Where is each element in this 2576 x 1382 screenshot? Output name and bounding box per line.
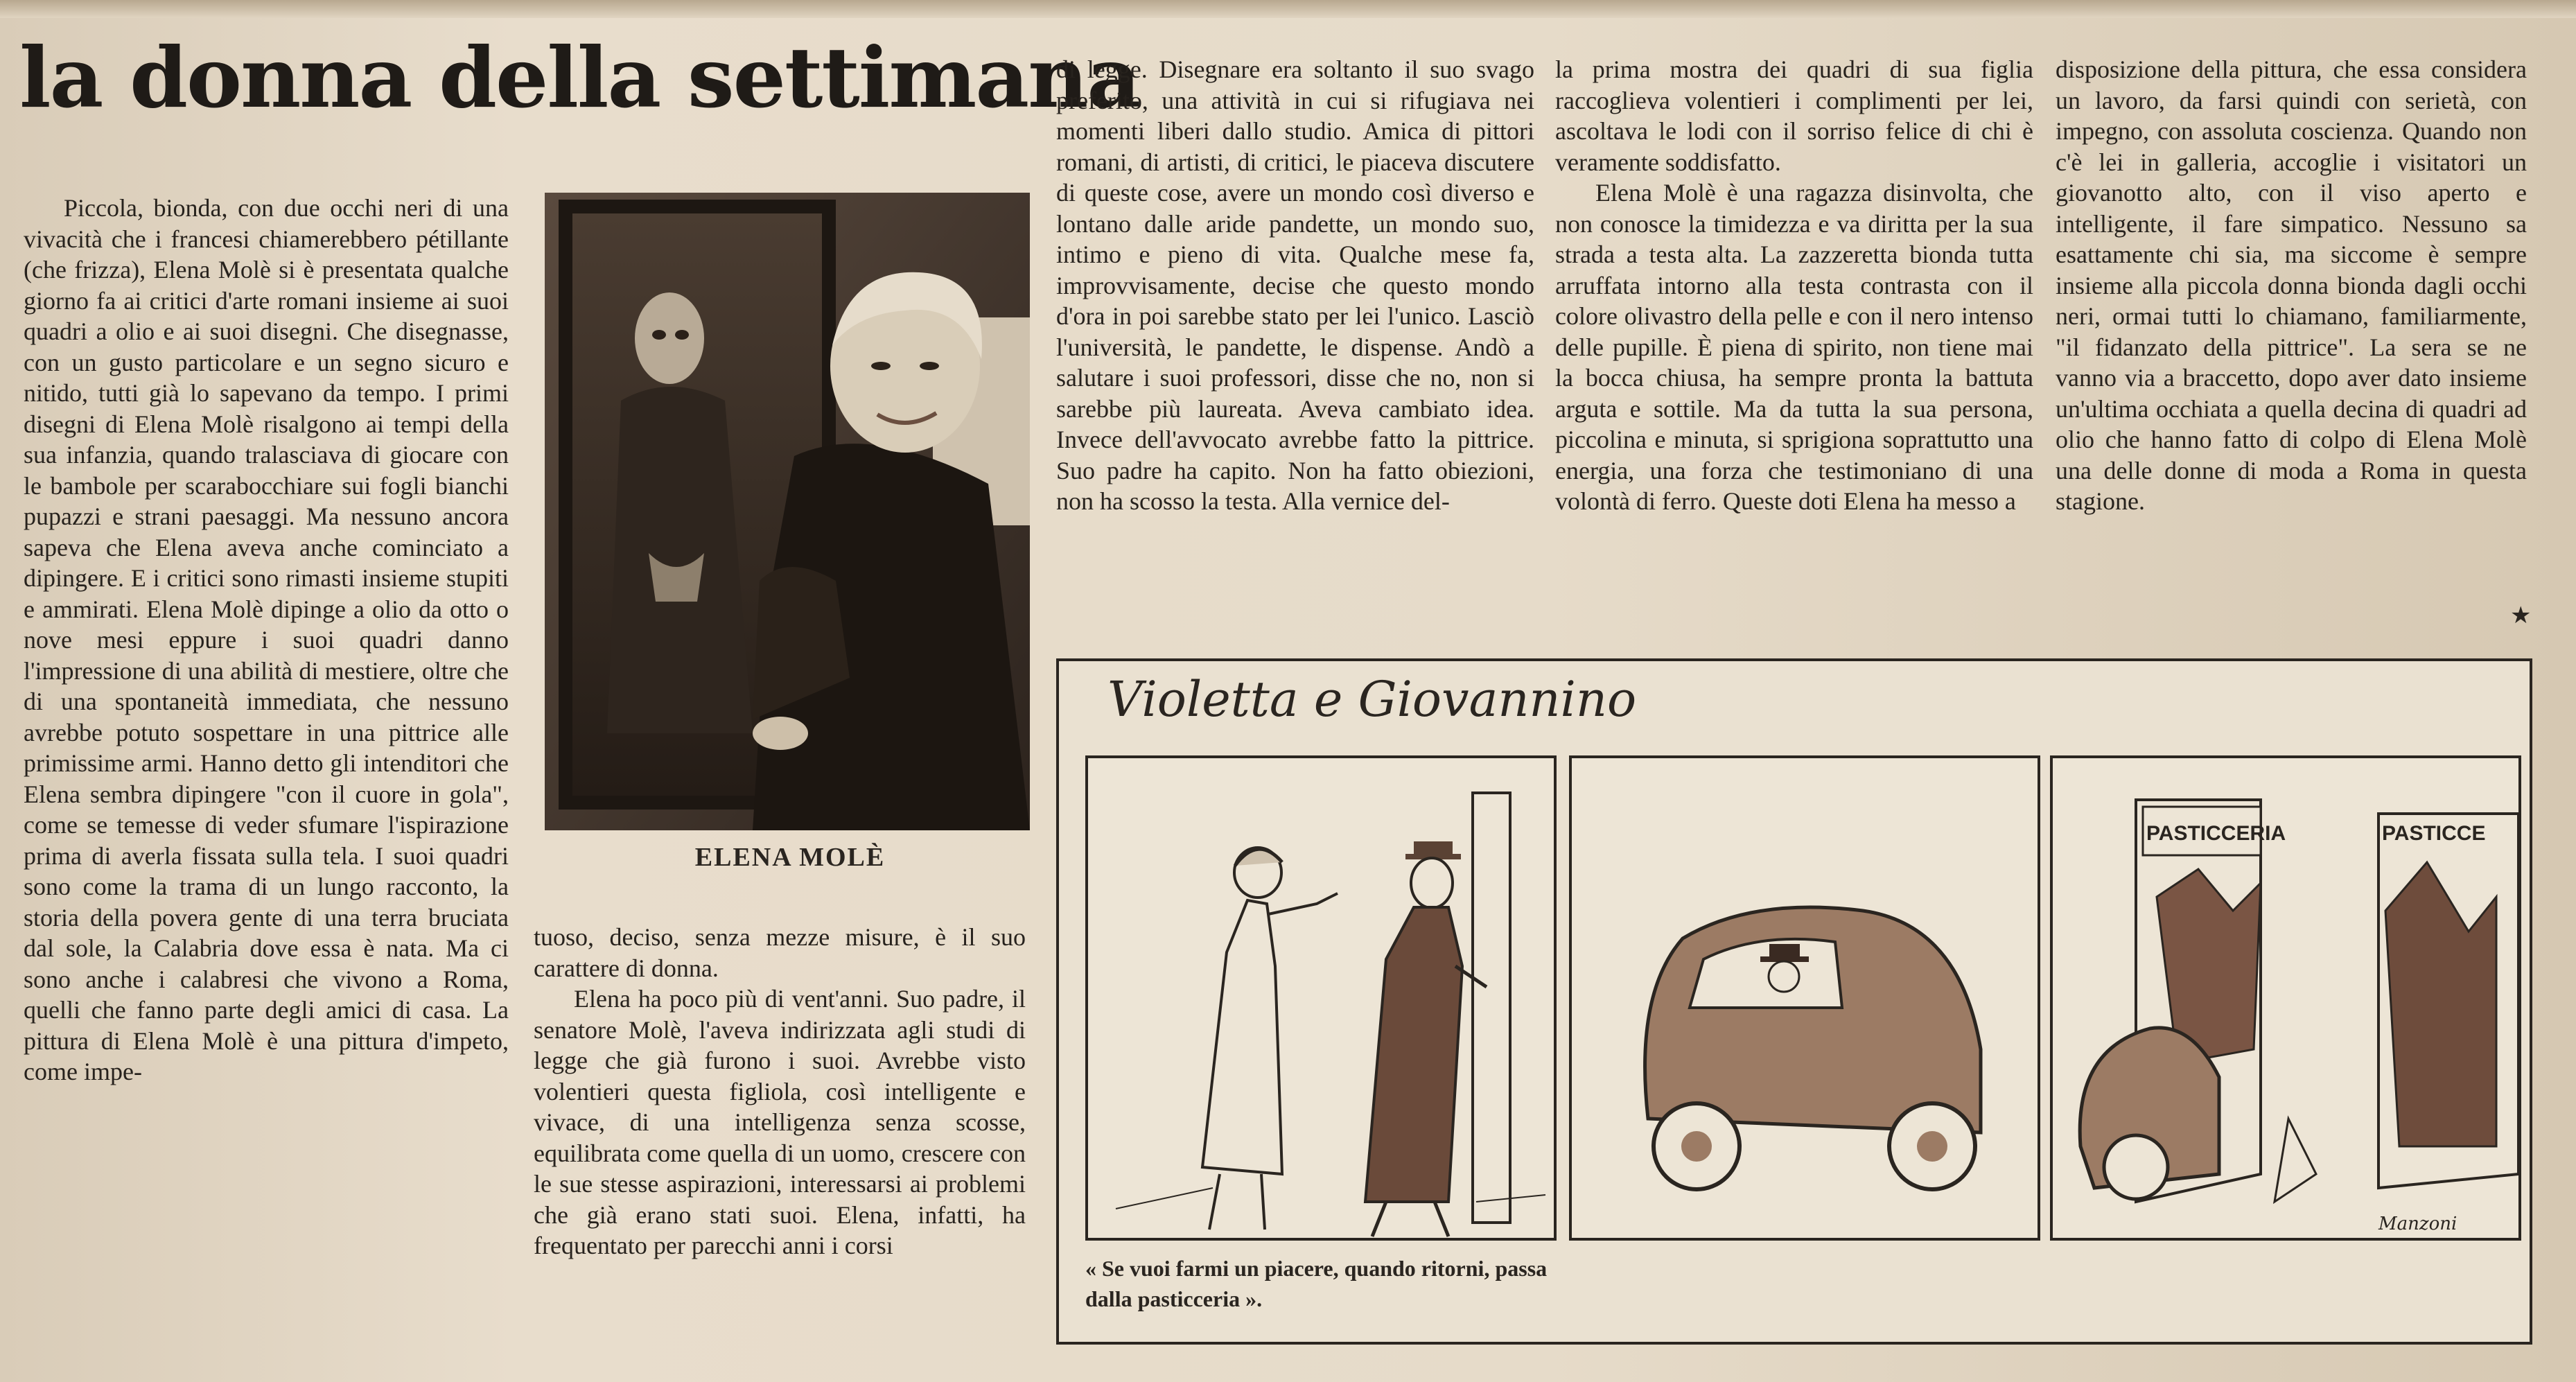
article-column-3 bbox=[1056, 54, 1534, 629]
article-column-4 bbox=[1555, 54, 2033, 629]
comic-title: Violetta e Giovannino bbox=[1107, 671, 1637, 728]
paragraph: tuoso, deciso, senza mezze misure, è il suo carattere di donna. bbox=[534, 923, 1026, 982]
paragraph: Piccola, bionda, con due occhi neri di una vivacità che i francesi chiamerebbero pétillante (che frizza), Elena Molè si è presentata qualche giorno fa ai critici d'arte romani insieme ai suoi quadri a olio e ai suoi disegni. Che disegnasse, con un gusto particolare e un segno sicuro e nitido, tutti già lo sapevano da tempo. I primi disegni di Elena Molè risalgono ai tempi della sua infanzia, quando tralasciava di giocare con le bambole per scarabocchiare sui fogli bianchi pupazzi e strani paesaggi. Ma nessuno ancora sapeva che Elena aveva anche cominciato a dipingere. E i critici sono rimasti insieme stupiti e ammirati. Elena Molè dipinge a olio da otto o nove mesi eppure i suoi quadri danno l'impressione di una abilità di mestiere, oltre che di una spontaneità immediata, che nessuno avrebbe potuto sospettare in una pittrice alle primissime armi. Hanno detto gli intenditori che Elena sembra dipingere "con il cuore in gola", come se temesse di veder sfumare l'ispirazione prima di averla fissata sulla tela. I suoi quadri sono come la trama di un lungo racconto, la storia della povera gente di una terra bruciata dal sole, la Calabria dove essa è nata. Ma ci sono anche i calabresi che vivono a Roma, quelli che fanno parte degli amici di casa. La pittura di Elena Molè è una pittura d'impeto, come impe- bbox=[24, 194, 509, 1085]
bakery-sign-2: PASTICCE bbox=[2382, 822, 2486, 845]
comic-caption: « Se vuoi farmi un piacere, quando ritorni, passa dalla pasticceria ». bbox=[1085, 1256, 1548, 1311]
comic-panel-1 bbox=[1085, 755, 1557, 1241]
article-column-1 bbox=[24, 193, 509, 1364]
paragraph: la prima mostra dei quadri di sua figlia raccoglieva volentieri i complimenti per lei, ascoltava le lodi con il sorriso felice di chi è veramente soddisfatto. bbox=[1555, 55, 2033, 176]
bakery-sign-1: PASTICCERIA bbox=[2146, 822, 2286, 845]
photo-caption: ELENA MOLÈ bbox=[694, 843, 886, 872]
paragraph: di legge. Disegnare era soltanto il suo svago preferito, una attività in cui si rifugiava nei momenti liberi dallo studio. Amica di pittori romani, di artisti, di critici, le piaceva discutere di queste cose, avere un mondo così diverso e lontano dalle aride pandette, un mondo suo, intimo e pieno di vita. Qualche mese fa, improvvisamente, decise che questo mondo d'ora in poi sarebbe stato per lei l'unico. Lasciò l'università, le pandette, le dispense. Andò a salutare i suoi professori, disse che no, non si sarebbe più laureata. Aveva cambiato idea. Invece dell'avvocato avrebbe fatto la pittrice. Suo padre ha capito. Non ha fatto obiezioni, non ha scosso la testa. Alla vernice del- bbox=[1056, 55, 1534, 515]
cut-off-top-strip bbox=[0, 0, 2576, 18]
article-column-5 bbox=[2056, 54, 2527, 609]
paragraph: Elena Molè è una ragazza disinvolta, che non conosce la timidezza e va diritta per la sua strada a testa alta. La zazzeretta bionda tutta arruffata intorno alla testa contrasta con il colore olivastro della pelle e con il nero intenso delle pupille. È piena di spirito, non tiene mai la bocca chiusa, ha sempre pronta la battuta arguta e sottile. Ma da tutta la sua persona, piccolina e minuta, si sprigiona soprattutto una energia, una forza che testimoniano di una volontà di ferro. Queste doti Elena ha messo a bbox=[1555, 179, 2033, 515]
comic-panel-3 bbox=[2050, 755, 2521, 1241]
paragraph: Elena ha poco più di vent'anni. Suo padre, il senatore Molè, l'aveva indirizzata agli studi di legge che già furono i suoi. Avrebbe visto volentieri questa figliola, così intelligente e vivace, di una intelligenza senza scosse, equilibrata come quella di un uomo, crescere con le sue stesse aspirazioni, interessarsi ai problemi che già erano stati suoi. Elena, infatti, ha frequentato per parecchi anni i corsi bbox=[534, 985, 1026, 1259]
portrait-photo bbox=[545, 193, 1030, 830]
paragraph: disposizione della pittura, che essa considera un lavoro, da farsi quindi con serietà, con impegno, con assoluta coscienza. Quando non c'è lei in galleria, accoglie i visitatori un giovanotto alto, con il viso aperto e intelligente, il fare simpatico. Nessuno sa esattamente chi sia, ma siccome è sempre insieme alla piccola donna bionda dagli occhi neri, ormai tutti lo chiamano, familiarmente, "il fidanzato della pittrice". La sera se ne vanno via a braccetto, dopo aver dato insieme un'ultima occhiata a quella decina di quadri ad olio che hanno fatto di colpo di Elena Molè una delle donne di moda a Roma in questa stagione. bbox=[2056, 55, 2527, 515]
article-column-2 bbox=[534, 922, 1026, 1365]
end-mark: ★ bbox=[2510, 602, 2532, 629]
comic-panel-2 bbox=[1569, 755, 2040, 1241]
cartoonist-signature: Manzoni bbox=[2378, 1214, 2457, 1234]
article-title: la donna della settimana bbox=[19, 29, 1140, 127]
